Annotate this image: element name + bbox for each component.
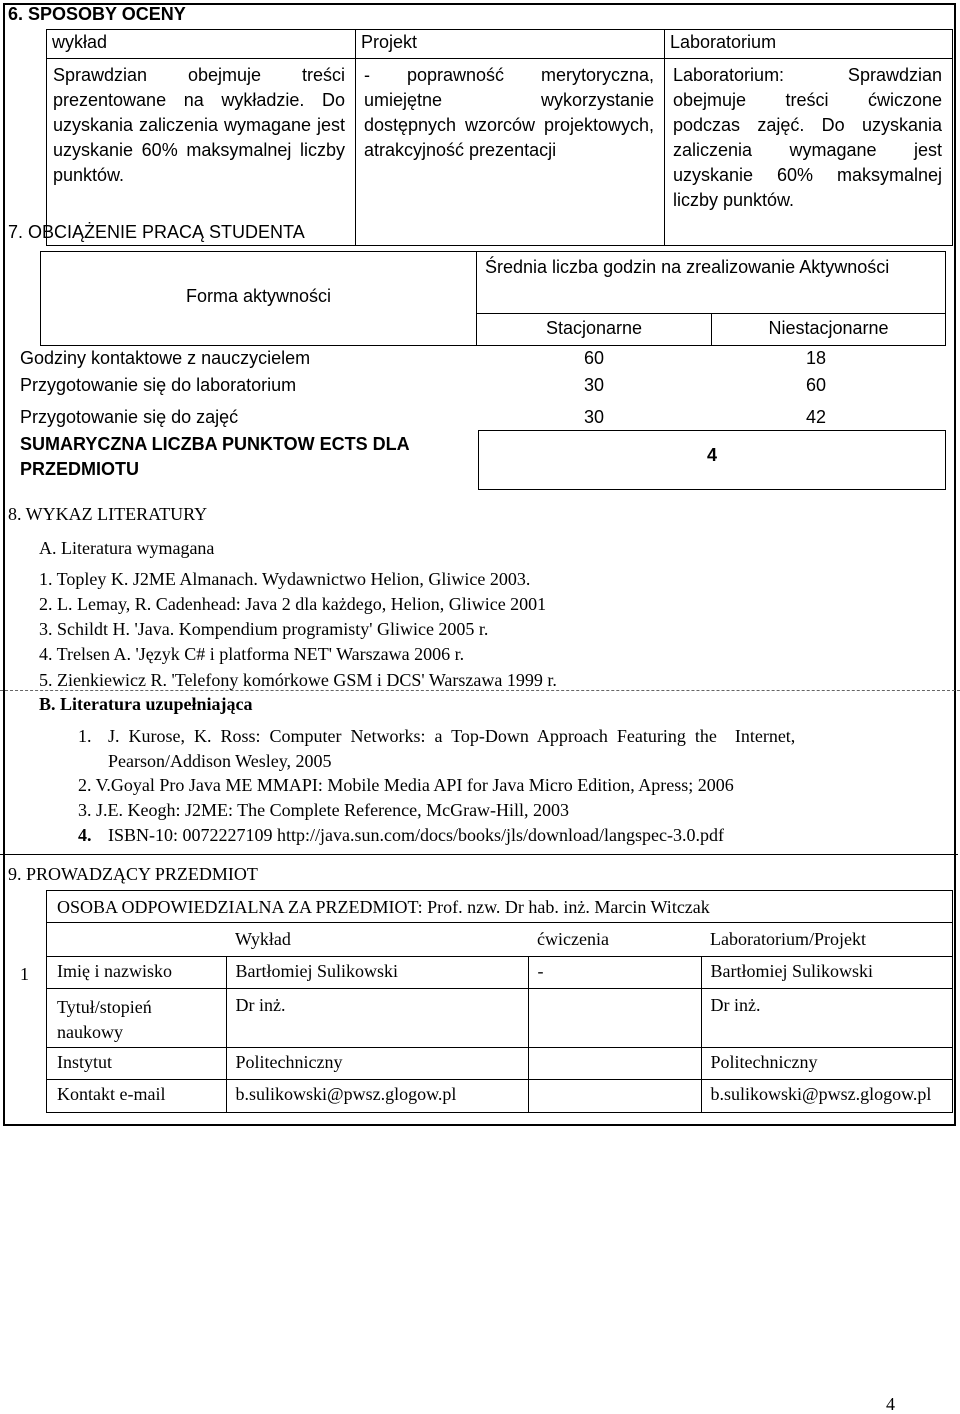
name-lab: Bartłomiej Sulikowski [701, 957, 953, 989]
section7-title: 7. OBCIĄŻENIE PRACĄ STUDENTA [8, 222, 305, 242]
lecturer-table [46, 922, 953, 1113]
lit-b-item-2: 2. V.Goyal Pro Java ME MMAPI: Mobile Media API for Java Micro Edition, Apress; 2006 [78, 775, 734, 795]
name-label: Imię i nazwisko [47, 957, 227, 989]
ects-value: 4 [706, 445, 717, 465]
title-cw [528, 989, 701, 1048]
form-header: Forma aktywności [185, 286, 332, 306]
row-contact-label: Godziny kontaktowe z nauczycielem [20, 348, 311, 368]
institute-lab: Politechniczny [701, 1048, 953, 1080]
lit-a-title: A. Literatura wymagana [39, 538, 215, 558]
lit-b-item-4: ISBN-10: 0072227109 http://java.sun.com/docs/books/jls/download/langspec-3.0.pdf [108, 825, 724, 845]
email-label: Kontakt e-mail [47, 1080, 227, 1113]
header-lab-proj: Laboratorium/Projekt [701, 923, 953, 957]
institute-label: Instytut [47, 1048, 227, 1080]
header-project: Projekt [356, 30, 665, 59]
dashed-separator [0, 690, 960, 691]
ects-label: SUMARYCZNA LICZBA PUNKTOW ECTS DLA PRZEDMIOTU [20, 434, 409, 479]
col-stacjonarne: Stacjonarne [476, 313, 712, 346]
lit-b-item-1-line2: Pearson/Addison Wesley, 2005 [108, 751, 332, 771]
responsible-person: OSOBA ODPOWIEDZIALNA ZA PRZEDMIOT: Prof. nzw. Dr hab. inż. Marcin Witczak [46, 890, 953, 923]
ects-cell [478, 430, 946, 490]
row-lab-label: Przygotowanie się do laboratorium [20, 375, 297, 395]
project-criteria: - poprawność merytoryczna, umiejętne wykorzystanie dostępnych wzorców projektowych, atrakcyjność prezentacji [356, 59, 665, 246]
row-contact-stac: 60 [583, 348, 605, 368]
lit-b-item-3: 3. J.E. Keogh: J2ME: The Complete Reference, McGraw-Hill, 2003 [78, 800, 570, 820]
row-contact-niestac: 18 [805, 348, 827, 368]
institute-wyklad: Politechniczny [226, 1048, 528, 1080]
lit-a-item-1: 1. Topley K. J2ME Almanach. Wydawnictwo Helion, Gliwice 2003. [39, 569, 531, 589]
row-lab-niestac: 60 [805, 375, 827, 395]
lit-a-item-5: 5. Zienkiewicz R. 'Telefony komórkowe GSM i DCS' Warszawa 1999 r. [39, 670, 557, 690]
header-lab: Laboratorium [665, 30, 953, 59]
lit-b-title: B. Literatura uzupełniająca [39, 694, 253, 714]
name-wyklad: Bartłomiej Sulikowski [226, 957, 528, 989]
lecturer-row-number: 1 [20, 964, 29, 984]
lecture-criteria: Sprawdzian obejmuje treści prezentowane na wykładzie. Do uzyskania zaliczenia wymagane jest uzyskanie 60% maksymalnej liczby punktów. [47, 59, 356, 246]
row-classes-label: Przygotowanie się do zajęć [20, 407, 239, 427]
title-wyklad: Dr inż. [226, 989, 528, 1048]
avg-header: Średnia liczba godzin na zrealizowanie Aktywności [476, 251, 946, 314]
row-classes-niestac: 42 [805, 407, 827, 427]
email-cw [528, 1080, 701, 1113]
section8-title: 8. WYKAZ LITERATURY [8, 504, 208, 524]
page-number: 4 [886, 1394, 895, 1414]
row-classes-stac: 30 [583, 407, 605, 427]
row-lab-stac: 30 [583, 375, 605, 395]
header-wyklad: Wykład [235, 928, 291, 949]
header-lecture: wykład [47, 30, 356, 59]
lit-b-item-1-line1: J. Kurose, K. Ross: Computer Networks: a Top-Down Approach Featuring the Internet, [108, 726, 796, 746]
name-cw: - [528, 957, 701, 989]
section6-title: 6. SPOSOBY OCENY [8, 4, 186, 24]
email-wyklad: b.sulikowski@pwsz.glogow.pl [226, 1080, 528, 1113]
lit-b-item-1-num: 1. [78, 726, 92, 746]
col-niestacjonarne: Niestacjonarne [711, 313, 946, 346]
title-lab: Dr inż. [701, 989, 953, 1048]
section9-divider [0, 854, 958, 855]
assessment-table [46, 29, 953, 246]
title-label: Tytuł/stopień naukowy [47, 989, 227, 1048]
institute-cw [528, 1048, 701, 1080]
lit-a-item-2: 2. L. Lemay, R. Cadenhead: Java 2 dla każdego, Helion, Gliwice 2001 [39, 594, 547, 614]
lecturer-header-empty [47, 923, 227, 957]
section9-title: 9. PROWADZĄCY PRZEDMIOT [8, 864, 258, 884]
lit-a-item-3: 3. Schildt H. 'Java. Kompendium programisty' Gliwice 2005 r. [39, 619, 489, 639]
email-lab: b.sulikowski@pwsz.glogow.pl [701, 1080, 953, 1113]
form-header-cell [40, 251, 477, 346]
lit-b-item-4-num: 4. [78, 825, 92, 845]
lit-a-item-4: 4. Trelsen A. 'Język C# i platforma NET' Warszawa 2006 r. [39, 644, 465, 664]
lab-criteria: Laboratorium: Sprawdzian obejmuje treści ćwiczone podczas zajęć. Do uzyskania zaliczenia wymagane jest uzyskanie 60% maksymalnej liczby punktów. [665, 59, 953, 246]
header-cwiczenia: ćwiczenia [537, 928, 609, 949]
